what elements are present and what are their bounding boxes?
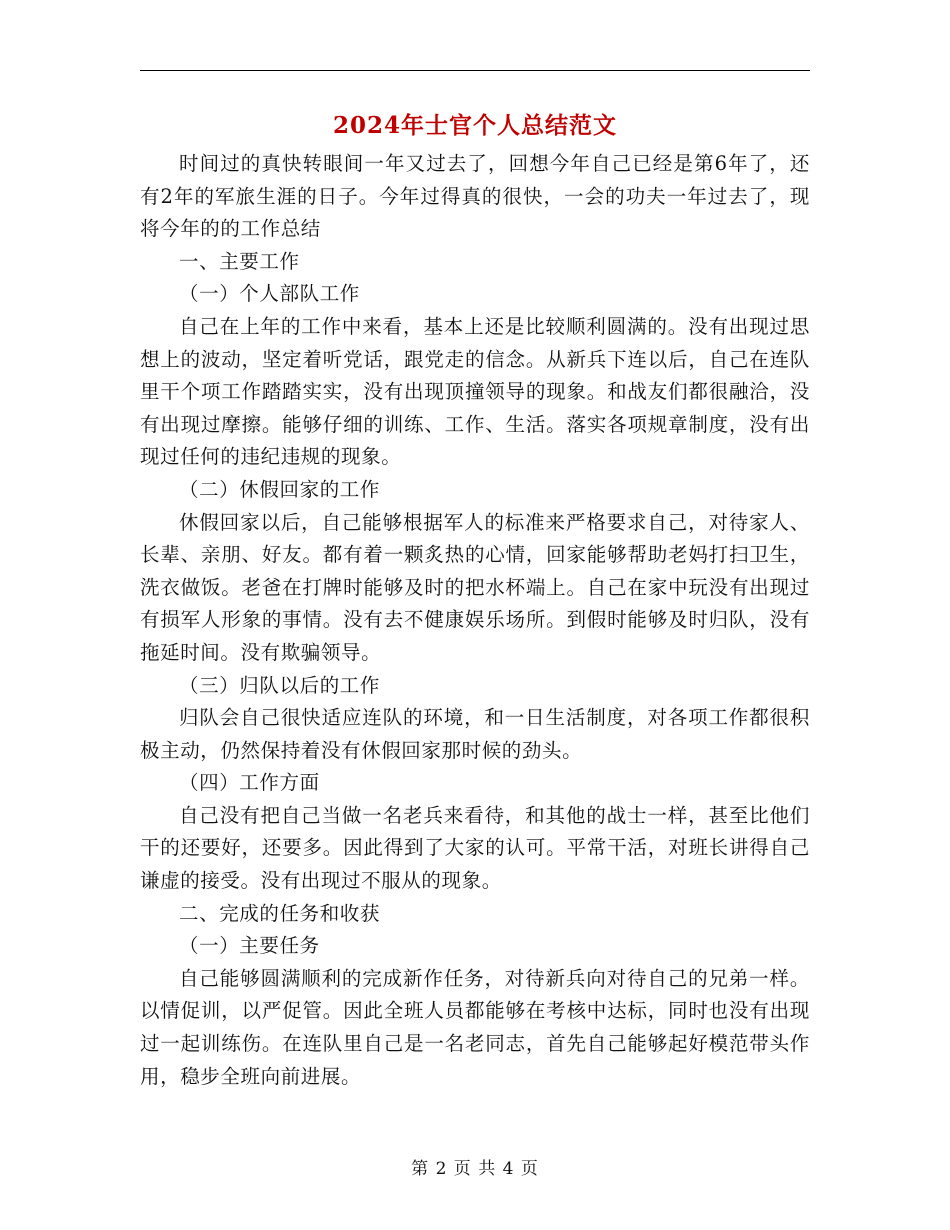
paragraph: 归队会自己很快适应连队的环境，和一日生活制度，对各项工作都很积极主动，仍然保持着没有休假回家那时候的劲头。 bbox=[140, 706, 810, 762]
paragraph: 自己在上年的工作中来看，基本上还是比较顺利圆满的。没有出现过思想上的波动，坚定着听党话，跟党走的信念。从新兵下连以后，自己在连队里干个项工作踏踏实实，没有出现顶撞领导的现象。和战友们都很融洽，没有出现过摩擦。能够仔细的训练、工作、生活。落实各项规章制度，没有出现过任何的违纪违规的现象。 bbox=[140, 314, 810, 469]
subsection-heading: （一）主要任务 bbox=[179, 934, 320, 958]
paragraph: 休假回家以后，自己能够根据军人的标准来严格要求自己，对待家人、长辈、亲朋、好友。都有着一颗炙热的心情，回家能够帮助老妈打扫卫生，洗衣做饭。老爸在打牌时能够及时的把水杯端上。自己在家中玩没有出现过有损军人形象的事情。没有去不健康娱乐场所。到假时能够及时归队，没有拖延时间。没有欺骗领导。 bbox=[140, 510, 810, 664]
document-title: 2024年士官个人总结范文 bbox=[332, 112, 617, 139]
subsection-heading: （四）工作方面 bbox=[179, 771, 320, 795]
header-rule bbox=[140, 70, 810, 71]
subsection-heading: （二）休假回家的工作 bbox=[179, 477, 381, 501]
paragraph: 自己能够圆满顺利的完成新作任务，对待新兵向对待自己的兄弟一样。以情促训，以严促管。因此全班人员都能够在考核中达标，同时也没有出现过一起训练伤。在连队里自己是一名老同志，首先自己能够起好模范带头作用，稳步全班向前进展。 bbox=[140, 966, 810, 1088]
paragraph: 时间过的真快转眼间一年又过去了，回想今年自己已经是第6年了，还有2年的军旅生涯的日子。今年过得真的很快，一会的功夫一年过去了，现将今年的的工作总结 bbox=[140, 152, 810, 241]
document-body bbox=[140, 148, 810, 1093]
paragraph: 自己没有把自己当做一名老兵来看待，和其他的战士一样，甚至比他们干的还要好，还要多。因此得到了大家的认可。平常干活，对班长讲得自己谦虚的接受。没有出现过不服从的现象。 bbox=[140, 803, 810, 893]
section-heading: 一、主要工作 bbox=[179, 249, 300, 273]
page-number: 第 2 页 共 4 页 bbox=[411, 1159, 539, 1179]
subsection-heading: （一）个人部队工作 bbox=[179, 282, 360, 306]
subsection-heading: （三）归队以后的工作 bbox=[179, 673, 381, 697]
section-heading: 二、完成的任务和收获 bbox=[179, 901, 381, 925]
